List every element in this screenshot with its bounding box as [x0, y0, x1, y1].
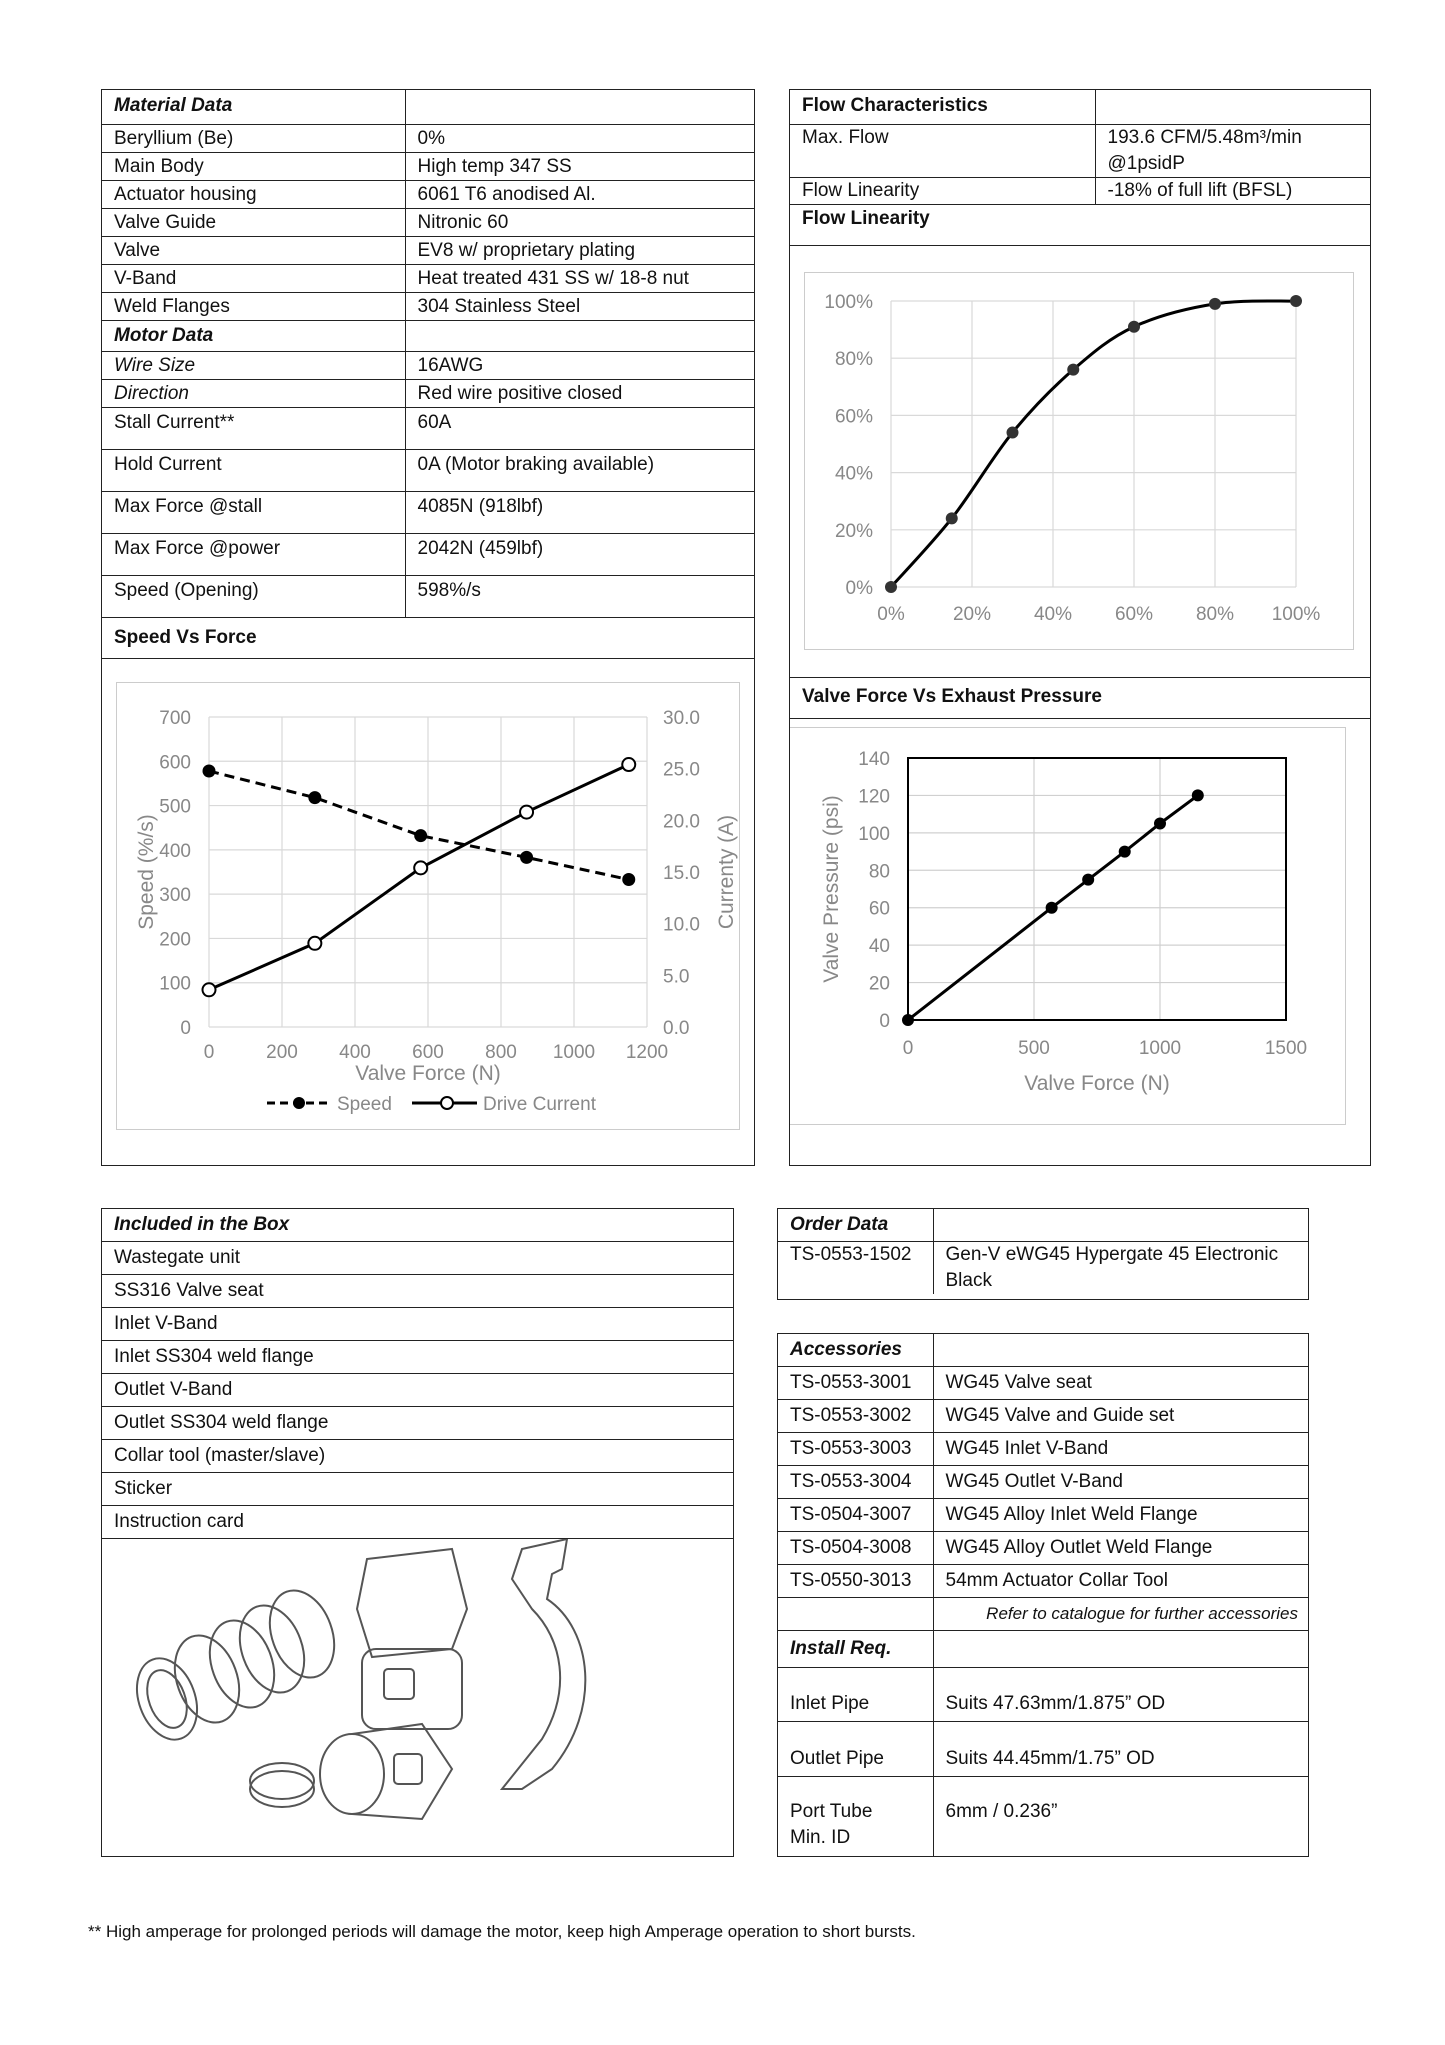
y-tick-label: 700	[159, 708, 191, 729]
speed-point	[308, 791, 321, 804]
footnote: ** High amperage for prolonged periods will damage the motor, keep high Amperage operation to short bursts.	[88, 1922, 916, 1941]
box-item-label: Wastegate unit	[102, 1242, 733, 1275]
row-label: Hold Current	[102, 449, 405, 491]
y-tick-label: 20%	[834, 520, 873, 542]
x-tick-label: 0%	[877, 604, 905, 625]
x-tick-label: 200	[266, 1042, 298, 1063]
box-item-label: Outlet SS304 weld flange	[102, 1407, 733, 1440]
x-tick-label: 800	[485, 1042, 517, 1063]
row-value: WG45 Alloy Inlet Weld Flange	[933, 1499, 1308, 1532]
outlet-label: Outlet Pipe	[778, 1722, 933, 1777]
motor-row	[102, 351, 754, 379]
row-value: 304 Stainless Steel	[405, 292, 754, 320]
accessory-row	[778, 1400, 1308, 1433]
x-tick-label: 20%	[952, 604, 992, 625]
speed-point	[203, 765, 216, 778]
product-illustration	[122, 1539, 682, 1839]
accessory-row	[778, 1499, 1308, 1532]
row-value: 2042N (459lbf)	[405, 533, 754, 575]
x-tick-label: 1500	[1264, 1038, 1308, 1059]
accessories-note: Refer to catalogue for further accessories	[933, 1598, 1308, 1631]
y-tick-label: 0	[879, 1011, 890, 1032]
wastegate-icon	[320, 1549, 467, 1819]
box-item	[102, 1242, 733, 1275]
motor-row	[102, 575, 754, 617]
box-contents-panel	[101, 1208, 734, 1857]
row-label: Valve Guide	[102, 208, 405, 236]
order-table	[778, 1209, 1308, 1294]
y-tick-label: 80%	[834, 349, 873, 371]
plot-frame	[908, 758, 1286, 1020]
x-tick-label: 80%	[1195, 604, 1235, 625]
accessories-table	[778, 1334, 1308, 1857]
row-value: 598%/s	[405, 575, 754, 617]
flow-table	[790, 90, 1370, 246]
y-tick-label: 100%	[824, 292, 873, 313]
material-row	[102, 236, 754, 264]
y-tick-label: 120	[858, 786, 890, 808]
pressure-point	[1119, 846, 1131, 858]
material-row	[102, 152, 754, 180]
y-tick-label: 40%	[834, 463, 873, 485]
box-item	[102, 1473, 733, 1506]
legend-current-marker	[441, 1097, 453, 1109]
x-axis-label: Valve Force (N)	[355, 1062, 501, 1085]
y2-tick-label: 0.0	[663, 1018, 690, 1039]
current-point	[203, 983, 216, 996]
pressure-point	[1192, 789, 1204, 801]
row-label: Stall Current**	[102, 407, 405, 449]
row-value: WG45 Outlet V-Band	[933, 1466, 1308, 1499]
x-tick-label: 0	[203, 1042, 215, 1063]
max-flow-value: 193.6 CFM/5.48m³/min @1psidP	[1095, 124, 1370, 177]
row-value: 4085N (918lbf)	[405, 491, 754, 533]
pressure-point	[902, 1014, 914, 1026]
row-value: WG45 Inlet V-Band	[933, 1433, 1308, 1466]
pressure-point	[1082, 874, 1094, 886]
row-label: Beryllium (Be)	[102, 124, 405, 152]
row-value: 16AWG	[405, 351, 754, 379]
accessory-row	[778, 1466, 1308, 1499]
material-table	[102, 90, 754, 659]
pressure-chart	[790, 727, 1346, 1125]
box-item	[102, 1308, 733, 1341]
outlet-value: Suits 44.45mm/1.75” OD	[933, 1722, 1308, 1777]
x-tick-label: 400	[339, 1042, 371, 1063]
flow-series-line	[891, 301, 1296, 587]
material-row	[102, 180, 754, 208]
row-label: TS-0550-3013	[778, 1565, 933, 1598]
box-item	[102, 1374, 733, 1407]
port-value: 6mm / 0.236”	[933, 1777, 1308, 1857]
x-tick-label: 500	[1018, 1038, 1050, 1059]
row-value: Red wire positive closed	[405, 379, 754, 407]
y-tick-label: 20	[868, 973, 890, 995]
y-tick-label: 0%	[845, 578, 873, 599]
flow-point	[1067, 364, 1079, 376]
row-label: Max Force @power	[102, 533, 405, 575]
x-axis-label: Valve Force (N)	[1024, 1072, 1170, 1095]
motor-row	[102, 449, 754, 491]
y-axis-label: Valve Pressure (psi)	[820, 795, 843, 983]
legend-speed-label: Speed	[337, 1094, 392, 1115]
inlet-value: Suits 47.63mm/1.875” OD	[933, 1668, 1308, 1722]
flow-title: Flow Characteristics	[790, 90, 1095, 124]
row-label: Wire Size	[102, 351, 405, 379]
box-item	[102, 1407, 733, 1440]
y-axis-label: Speed (%/s)	[135, 814, 158, 930]
row-value: Nitronic 60	[405, 208, 754, 236]
y-tick-label: 40	[868, 936, 890, 958]
row-label: Direction	[102, 379, 405, 407]
row-label: Valve	[102, 236, 405, 264]
y-tick-label: 200	[159, 929, 191, 951]
pressure-chart-header	[790, 677, 1370, 719]
box-item-label: Inlet V-Band	[102, 1308, 733, 1341]
y-tick-label: 500	[159, 796, 191, 818]
flow-point	[1209, 298, 1221, 310]
row-value: WG45 Valve seat	[933, 1367, 1308, 1400]
speed-point	[414, 829, 427, 842]
row-value: 0%	[405, 124, 754, 152]
y2-tick-label: 20.0	[663, 811, 700, 833]
flow-panel	[789, 89, 1371, 1166]
motor-title: Motor Data	[102, 320, 405, 351]
y-tick-label: 80	[868, 861, 890, 883]
y-tick-label: 300	[159, 885, 191, 907]
accessory-row	[778, 1565, 1308, 1598]
box-contents-table	[102, 1209, 733, 1539]
order-panel	[777, 1208, 1309, 1300]
vband-clamp-icon	[126, 1581, 345, 1748]
current-series-line	[209, 765, 629, 990]
speed-point	[520, 851, 533, 864]
speed-force-chart	[116, 682, 740, 1130]
box-item-label: Inlet SS304 weld flange	[102, 1341, 733, 1374]
linearity-label: Flow Linearity	[790, 177, 1095, 204]
y2-axis-label: Currenty (A)	[715, 814, 738, 930]
row-value: WG45 Alloy Outlet Weld Flange	[933, 1532, 1308, 1565]
y-tick-label: 100	[159, 973, 191, 995]
material-row	[102, 264, 754, 292]
flow-point	[1128, 321, 1140, 333]
inlet-label: Inlet Pipe	[778, 1668, 933, 1722]
flow-linearity-chart	[804, 272, 1354, 650]
material-motor-panel	[101, 89, 755, 1166]
row-label: V-Band	[102, 264, 405, 292]
x-tick-label: 1200	[625, 1042, 669, 1063]
material-row	[102, 208, 754, 236]
y-tick-label: 600	[159, 752, 191, 774]
accessories-title: Accessories	[778, 1334, 933, 1367]
box-item-label: Instruction card	[102, 1506, 733, 1539]
valve-seat-icon	[250, 1763, 314, 1807]
box-item-label: Collar tool (master/slave)	[102, 1440, 733, 1473]
box-item	[102, 1506, 733, 1539]
linearity-value: -18% of full lift (BFSL)	[1095, 177, 1370, 204]
y-tick-label: 60%	[834, 406, 873, 428]
flow-point	[885, 581, 897, 593]
flow-linearity-title: Flow Linearity	[790, 204, 1370, 245]
pressure-point	[1154, 818, 1166, 830]
x-tick-label: 1000	[1138, 1038, 1182, 1059]
box-title: Included in the Box	[102, 1209, 733, 1242]
current-point	[308, 937, 321, 950]
motor-row	[102, 379, 754, 407]
accessories-panel	[777, 1333, 1309, 1857]
motor-row	[102, 407, 754, 449]
row-value: 6061 T6 anodised Al.	[405, 180, 754, 208]
row-label: Weld Flanges	[102, 292, 405, 320]
row-label: TS-0553-3002	[778, 1400, 933, 1433]
x-tick-label: 1000	[552, 1042, 596, 1063]
box-item-label: SS316 Valve seat	[102, 1275, 733, 1308]
legend-speed-marker	[293, 1097, 305, 1109]
box-item	[102, 1275, 733, 1308]
x-tick-label: 40%	[1033, 604, 1073, 625]
pressure-point	[1046, 902, 1058, 914]
box-item-label: Outlet V-Band	[102, 1374, 733, 1407]
accessory-row	[778, 1532, 1308, 1565]
legend-current-label: Drive Current	[483, 1094, 596, 1115]
y2-tick-label: 30.0	[663, 708, 700, 729]
y-tick-label: 0	[180, 1018, 191, 1039]
row-label: Speed (Opening)	[102, 575, 405, 617]
y-tick-label: 140	[858, 749, 890, 770]
row-label: Main Body	[102, 152, 405, 180]
current-point	[414, 861, 427, 874]
x-tick-label: 60%	[1114, 604, 1154, 625]
x-tick-label: 0	[902, 1038, 914, 1059]
row-label: Max Force @stall	[102, 491, 405, 533]
y-tick-label: 60	[868, 898, 890, 920]
x-tick-label: 100%	[1271, 604, 1321, 625]
pressure-chart-title: Valve Force Vs Exhaust Pressure	[802, 686, 1102, 707]
y-tick-label: 400	[159, 840, 191, 862]
row-label: TS-0553-3001	[778, 1367, 933, 1400]
order-part: TS-0553-1502	[790, 1244, 912, 1265]
material-title: Material Data	[102, 90, 405, 124]
current-point	[622, 758, 635, 771]
speed-force-title: Speed Vs Force	[102, 617, 754, 658]
accessory-row	[778, 1433, 1308, 1466]
y2-tick-label: 5.0	[663, 966, 690, 988]
row-label: TS-0553-3004	[778, 1466, 933, 1499]
motor-row	[102, 491, 754, 533]
row-value: High temp 347 SS	[405, 152, 754, 180]
y2-tick-label: 15.0	[663, 863, 700, 884]
motor-row	[102, 533, 754, 575]
collar-tool-icon	[502, 1539, 585, 1789]
material-row	[102, 124, 754, 152]
row-value: Heat treated 431 SS w/ 18-8 nut	[405, 264, 754, 292]
install-title: Install Req.	[778, 1631, 933, 1668]
row-label: TS-0553-3003	[778, 1433, 933, 1466]
order-desc: Gen-V eWG45 Hypergate 45 Electronic Black	[933, 1242, 1308, 1295]
row-label: Actuator housing	[102, 180, 405, 208]
material-row	[102, 292, 754, 320]
y-tick-label: 100	[858, 823, 890, 845]
row-value: WG45 Valve and Guide set	[933, 1400, 1308, 1433]
row-value: 60A	[405, 407, 754, 449]
x-tick-label: 600	[412, 1042, 444, 1063]
current-point	[520, 806, 533, 819]
speed-point	[622, 873, 635, 886]
flow-point	[1007, 427, 1019, 439]
y2-tick-label: 10.0	[663, 914, 700, 936]
y2-tick-label: 25.0	[663, 759, 700, 781]
row-value: EV8 w/ proprietary plating	[405, 236, 754, 264]
port-label: Port Tube Min. ID	[790, 1801, 873, 1848]
row-value: 0A (Motor braking available)	[405, 449, 754, 491]
row-value: 54mm Actuator Collar Tool	[933, 1565, 1308, 1598]
box-item	[102, 1341, 733, 1374]
row-label: TS-0504-3008	[778, 1532, 933, 1565]
accessory-row	[778, 1367, 1308, 1400]
max-flow-label: Max. Flow	[790, 124, 1095, 177]
box-item	[102, 1440, 733, 1473]
flow-point	[1290, 295, 1302, 307]
flow-point	[946, 512, 958, 524]
box-item-label: Sticker	[102, 1473, 733, 1506]
row-label: TS-0504-3007	[778, 1499, 933, 1532]
order-title: Order Data	[778, 1209, 933, 1242]
